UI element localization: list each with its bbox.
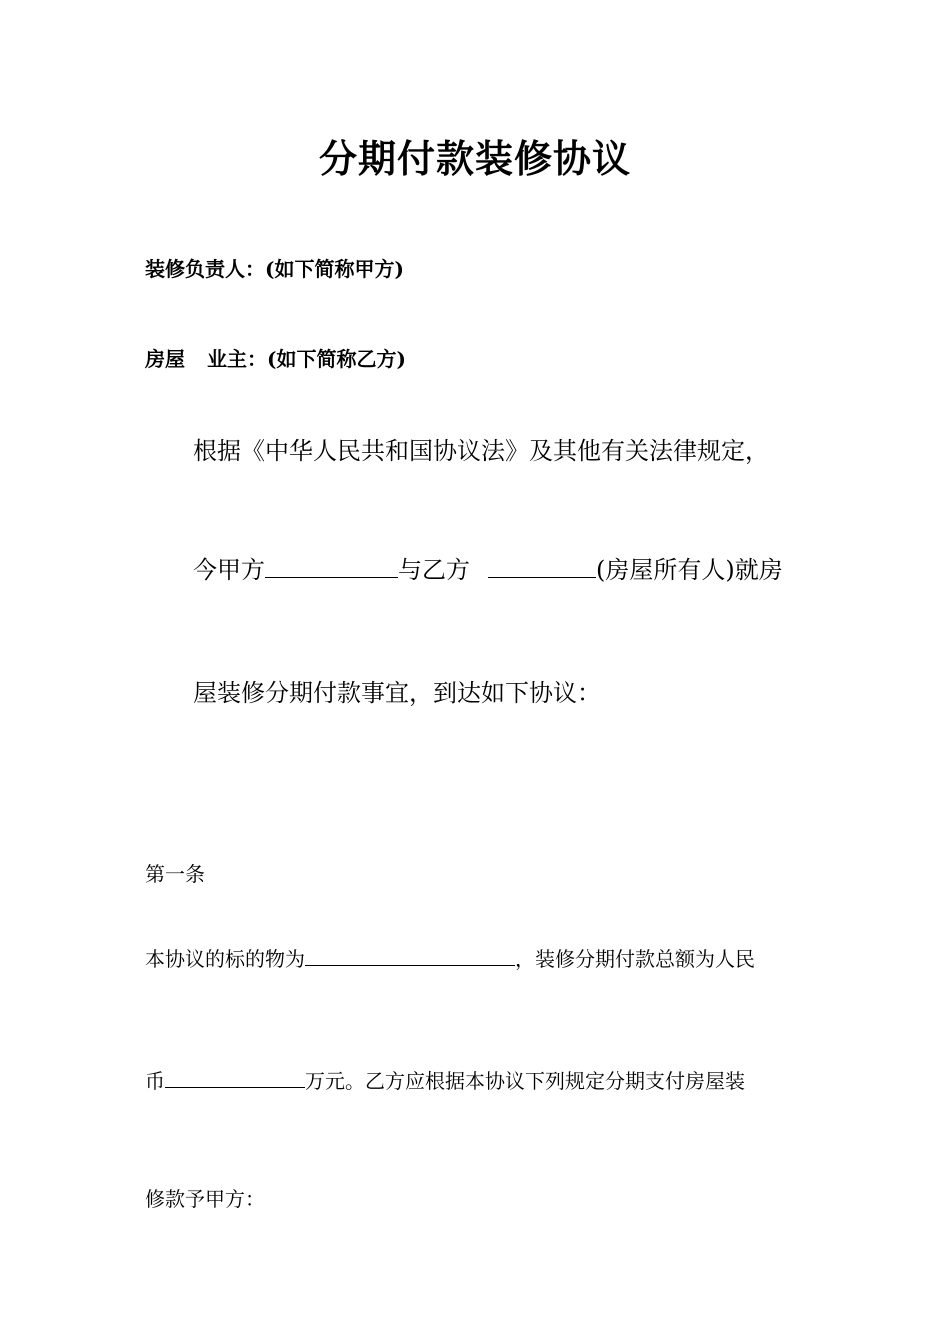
party-b-label-part2: 业主： (207, 347, 267, 371)
article1-line1-suffix: ，装修分期付款总额为人民 (515, 947, 755, 971)
party-a-line (145, 253, 404, 282)
intro-line-2 (193, 550, 783, 585)
party-b-note: (如下简称乙方) (267, 347, 406, 371)
party-b-line (145, 343, 406, 372)
total-amount-blank (165, 1066, 305, 1088)
intro-line2-suffix: (房屋所有人)就房 (596, 556, 783, 584)
document-title: 分期付款装修协议 (318, 136, 631, 181)
intro-line2-prefix: 今甲方 (193, 556, 265, 584)
party-a-label: 装修负责人： (145, 257, 265, 281)
party-a-name-blank (265, 553, 398, 578)
article1-line2-prefix: 币 (145, 1069, 165, 1093)
article1-line2-suffix: 万元。乙方应根据本协议下列规定分期支付房屋装 (305, 1069, 745, 1093)
article1-line-3: 修款予甲方： (145, 1187, 265, 1211)
article1-heading: 第一条 (145, 862, 205, 886)
intro-line-1: 根据《中华人民共和国协议法》及其他有关法律规定， (193, 437, 769, 465)
intro-line2-mid: 与乙方 (398, 556, 470, 584)
article1-line-1 (145, 943, 755, 972)
article1-line1-prefix: 本协议的标的物为 (145, 947, 305, 971)
intro-line-3: 屋装修分期付款事宜，到达如下协议： (193, 679, 601, 707)
party-b-name-blank (488, 553, 596, 578)
subject-matter-blank (305, 944, 515, 966)
party-a-note: (如下简称甲方) (265, 257, 404, 281)
article1-line-2 (145, 1065, 745, 1094)
party-b-label-part1: 房屋 (145, 347, 185, 371)
